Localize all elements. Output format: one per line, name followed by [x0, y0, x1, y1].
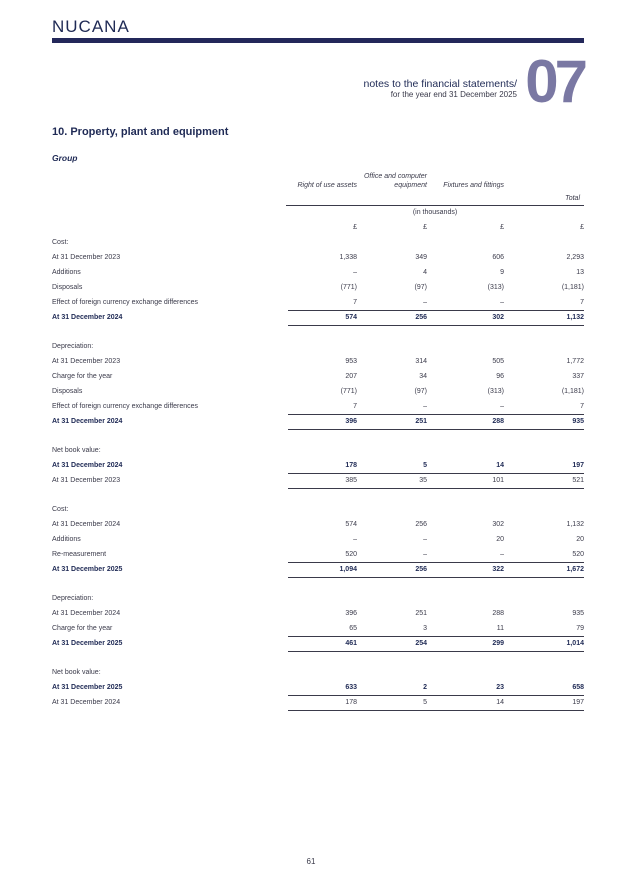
cell: 953: [345, 358, 357, 365]
cell: (313): [487, 388, 504, 395]
cell: 396: [288, 414, 357, 429]
row-label: At 31 December 2024: [52, 417, 123, 425]
cell: 13: [576, 269, 584, 276]
row-label: At 31 December 2025: [52, 565, 123, 573]
row-label: At 31 December 2024: [52, 313, 123, 321]
cell: [288, 235, 357, 250]
cell: £: [423, 224, 427, 231]
cell: 207: [345, 373, 357, 380]
table-row: [52, 443, 584, 458]
table-row: [52, 265, 584, 280]
cell: (771): [340, 388, 357, 395]
table-row: [52, 532, 584, 547]
cell: 65: [349, 624, 357, 632]
cell: 197: [572, 461, 584, 469]
row-label: Additions: [52, 269, 81, 276]
cell: 337: [572, 373, 584, 380]
cell: 178: [345, 461, 357, 469]
total-row: [52, 458, 584, 473]
section-title: notes to the financial statements/: [363, 78, 517, 90]
cell: 14: [496, 461, 504, 469]
cell: 1,014: [504, 636, 584, 651]
table-row: [52, 606, 584, 621]
row-label: At 31 December 2023: [52, 254, 121, 261]
table-row: [52, 517, 584, 532]
spacer-row: [52, 651, 584, 665]
row-label: At 31 December 2025: [52, 639, 123, 647]
cell: 299: [427, 636, 504, 651]
cell: [504, 443, 584, 458]
cell: (313): [487, 284, 504, 291]
cell: 7: [353, 298, 357, 306]
cell: 521: [504, 473, 584, 488]
cell: £: [500, 224, 504, 231]
units-label: (in thousands): [412, 209, 458, 216]
cell: 256: [357, 562, 427, 577]
cell: –: [423, 298, 427, 306]
cell: 34: [419, 373, 427, 380]
cell: 11: [496, 624, 504, 632]
column-header-fixtures: Fixtures and fittings: [443, 182, 504, 189]
table-row: [52, 369, 584, 384]
section-subtitle: for the year end 31 December 2025: [390, 90, 517, 100]
row-label: At 31 December 2023: [52, 358, 121, 365]
cell: 96: [496, 373, 504, 380]
page-number: 61: [306, 857, 316, 866]
row-label: Effect of foreign currency exchange differences: [52, 403, 199, 410]
cell: [427, 665, 504, 680]
column-header-office-equipment: Office and computer equipment: [363, 173, 427, 190]
row-label: Charge for the year: [52, 373, 113, 380]
cell: 461: [288, 636, 357, 651]
column-header-right-of-use: Right of use assets: [297, 182, 357, 189]
row-label: Effect of foreign currency exchange differences: [52, 299, 199, 306]
cell: 520: [345, 550, 357, 558]
cell: 5: [357, 695, 427, 710]
cell: 254: [357, 636, 427, 651]
table-row: [52, 235, 584, 250]
cell: [357, 665, 427, 680]
cell: 935: [572, 610, 584, 617]
cell: 197: [504, 695, 584, 710]
total-row: [52, 414, 584, 429]
cell: –: [353, 269, 357, 276]
cell: 7: [580, 298, 584, 306]
cell: 178: [288, 695, 357, 710]
cell: 1,772: [566, 358, 584, 365]
cell: [504, 339, 584, 354]
cell: [357, 591, 427, 606]
spacer-row: [52, 429, 584, 443]
cell: 1,132: [504, 310, 584, 325]
cell: (97): [414, 388, 427, 395]
cell: 20: [576, 536, 584, 543]
cell: 9: [500, 269, 504, 276]
cell: [504, 235, 584, 250]
cell: (771): [340, 284, 357, 291]
cell: [504, 502, 584, 517]
cell: 302: [427, 310, 504, 325]
cell: 633: [345, 683, 357, 691]
total-row: [52, 310, 584, 325]
cell: 385: [288, 473, 357, 488]
cell: 658: [572, 683, 584, 691]
cell: 322: [427, 562, 504, 577]
cell: 5: [423, 461, 427, 469]
row-label: Depreciation:: [52, 595, 94, 602]
header-bar: [52, 38, 584, 43]
cell: [288, 665, 357, 680]
chapter-number: 07: [525, 48, 584, 115]
cell: 35: [357, 473, 427, 488]
cell: –: [500, 402, 504, 410]
row-label: At 31 December 2024: [52, 462, 123, 469]
row-label: [52, 220, 288, 235]
cell: 256: [357, 310, 427, 325]
table-row: [52, 665, 584, 680]
cell: 1,672: [504, 562, 584, 577]
row-label: At 31 December 2024: [52, 610, 121, 617]
cell: [427, 443, 504, 458]
row-label: Cost:: [52, 239, 69, 246]
table-row: [52, 547, 584, 562]
cell: 20: [496, 536, 504, 543]
cell: –: [500, 550, 504, 558]
section-heading: [363, 78, 517, 99]
cell: (1,181): [561, 388, 584, 395]
cell: 288: [427, 414, 504, 429]
cell: 1,132: [566, 521, 584, 528]
table-row: [52, 384, 584, 399]
cell: [357, 443, 427, 458]
table-row: [52, 399, 584, 414]
cell: [427, 502, 504, 517]
cell: [357, 502, 427, 517]
cell: 2,293: [566, 254, 584, 261]
spacer-row: [52, 488, 584, 502]
cell: 574: [345, 521, 357, 528]
cell: [427, 339, 504, 354]
row-label: Net book value:: [52, 447, 101, 454]
spacer-row: [52, 325, 584, 339]
row-label: Additions: [52, 536, 81, 543]
cell: 79: [576, 624, 584, 632]
row-label: Net book value:: [52, 669, 101, 676]
header-divider: [286, 205, 584, 206]
cell: 935: [504, 414, 584, 429]
cell: –: [353, 536, 357, 543]
table-row: [52, 591, 584, 606]
cell: 2: [423, 683, 427, 691]
row-label: Charge for the year: [52, 625, 113, 632]
cell: [288, 443, 357, 458]
total-row: [52, 680, 584, 695]
cell: 7: [580, 402, 584, 410]
company-logo: NUCANA: [52, 17, 130, 36]
cell: 4: [423, 269, 427, 276]
note-title: 10. Property, plant and equipment: [52, 126, 229, 138]
table-row: [52, 621, 584, 636]
table-row: [52, 695, 584, 710]
table-row: [52, 280, 584, 295]
cell: –: [500, 298, 504, 306]
group-label: Group: [52, 153, 78, 163]
cell: 606: [492, 254, 504, 261]
table-row: [52, 354, 584, 369]
cell: 101: [427, 473, 504, 488]
table-row: [52, 295, 584, 310]
table-row: [52, 339, 584, 354]
ppe-table: [52, 220, 584, 711]
cell: 314: [415, 358, 427, 365]
currency-row: [52, 220, 584, 235]
row-label: Disposals: [52, 388, 83, 395]
cell: [504, 591, 584, 606]
cell: [288, 502, 357, 517]
cell: 349: [415, 254, 427, 261]
cell: [288, 339, 357, 354]
cell: –: [423, 550, 427, 558]
cell: 1,094: [288, 562, 357, 577]
total-row: [52, 562, 584, 577]
cell: £: [580, 224, 584, 231]
cell: 396: [345, 610, 357, 617]
cell: 7: [353, 402, 357, 410]
cell: [357, 339, 427, 354]
table-row: [52, 473, 584, 488]
cell: £: [353, 224, 357, 231]
cell: 256: [415, 521, 427, 528]
cell: 1,338: [339, 254, 357, 261]
row-label: At 31 December 2024: [52, 698, 121, 706]
cell: 14: [427, 695, 504, 710]
row-label: At 31 December 2024: [52, 521, 121, 528]
cell: (97): [414, 284, 427, 291]
cell: 251: [357, 414, 427, 429]
cell: 302: [492, 521, 504, 528]
total-row: [52, 636, 584, 651]
row-label: Disposals: [52, 284, 83, 291]
row-label: At 31 December 2023: [52, 476, 121, 484]
cell: 288: [492, 610, 504, 617]
row-label: Re-measurement: [52, 551, 107, 558]
cell: [357, 235, 427, 250]
cell: –: [423, 402, 427, 410]
column-header-total: Total: [565, 195, 580, 202]
table-row: [52, 502, 584, 517]
row-label: Depreciation:: [52, 343, 94, 350]
cell: –: [423, 536, 427, 543]
cell: [427, 591, 504, 606]
cell: 574: [288, 310, 357, 325]
cell: 3: [423, 624, 427, 632]
cell: [427, 235, 504, 250]
cell: [288, 591, 357, 606]
cell: 23: [496, 683, 504, 691]
spacer-row: [52, 577, 584, 591]
cell: 505: [492, 358, 504, 365]
row-label: Cost:: [52, 506, 69, 513]
row-label: At 31 December 2025: [52, 684, 123, 691]
cell: 251: [415, 610, 427, 617]
cell: (1,181): [561, 284, 584, 291]
table-row: [52, 250, 584, 265]
cell: [504, 665, 584, 680]
cell: 520: [572, 550, 584, 558]
